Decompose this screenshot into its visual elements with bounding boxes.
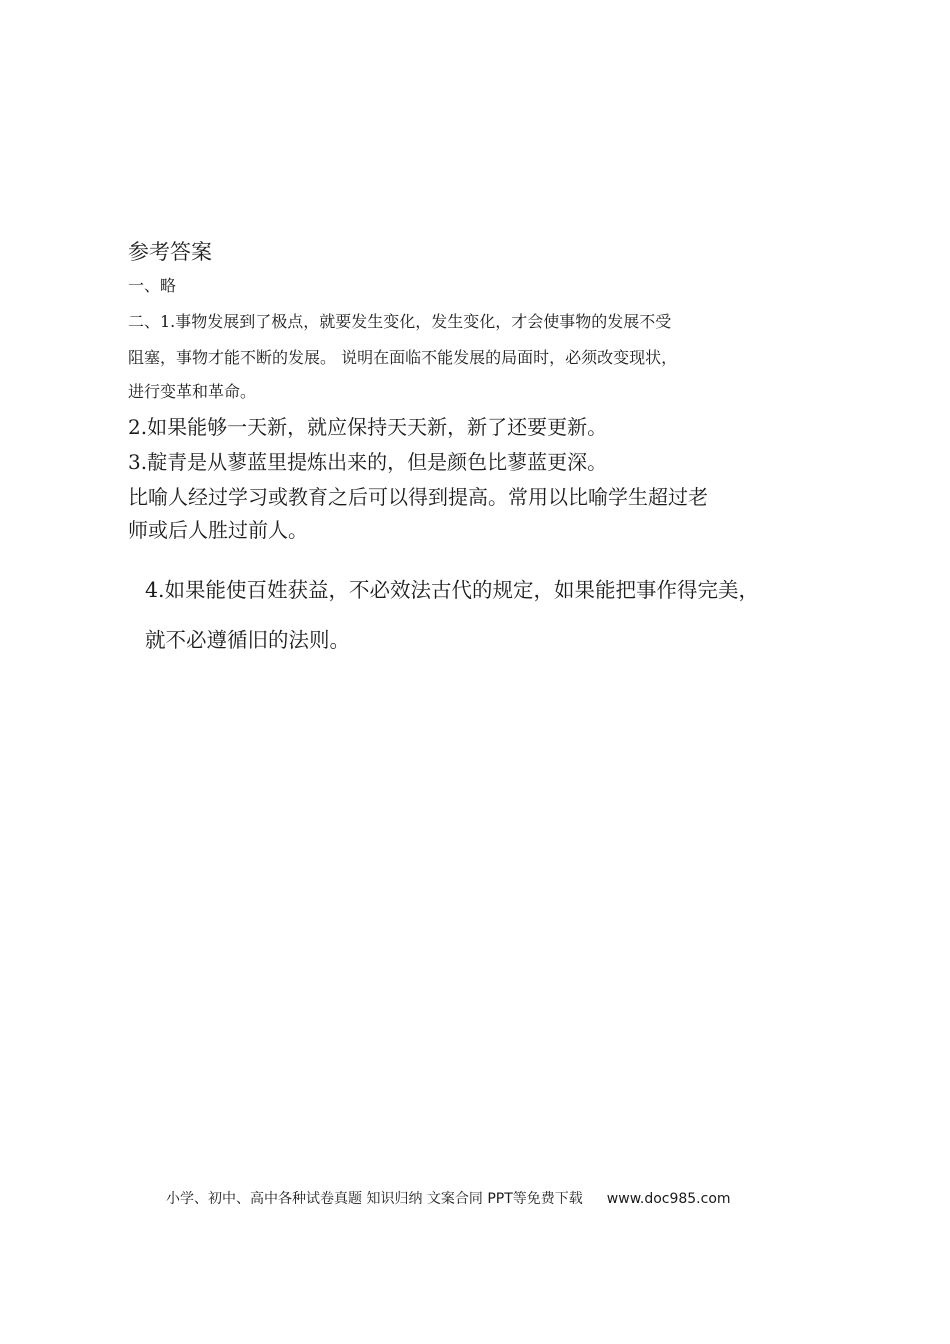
answer-2: 2.如果能够一天新，就应保持天天新，新了还要更新。 [128, 415, 608, 439]
answer-3-line-3: 师或后人胜过前人。 [128, 518, 308, 542]
section-two-line-2: 阻塞，事物才能不断的发展。 说明在面临不能发展的局面时，必须改变现状， [128, 348, 678, 367]
footer-text: 小学、初中、高中各种试卷真题 知识归纳 文案合同 PPT等免费下载 [166, 1191, 583, 1207]
answer-heading: 参考答案 [128, 240, 212, 264]
answer-3-line-2: 比喻人经过学习或教育之后可以得到提高。常用以比喻学生超过老 [128, 485, 708, 509]
section-two-line-1: 二、1.事物发展到了极点，就要发生变化，发生变化，才会使事物的发展不受 [128, 312, 672, 331]
section-one: 一、略 [128, 276, 177, 295]
answer-4-line-1: 4.如果能使百姓获益，不必效法古代的规定，如果能把事作得完美， [145, 578, 760, 602]
answer-3-line-1: 3.靛青是从蓼蓝里提炼出来的，但是颜色比蓼蓝更深。 [128, 450, 608, 474]
footer-url-link[interactable]: www.doc985.com [606, 1191, 731, 1207]
section-two-line-3: 进行变革和革命。 [128, 382, 257, 401]
answer-4-line-2: 就不必遵循旧的法则。 [145, 628, 350, 652]
page-footer [166, 1192, 731, 1206]
